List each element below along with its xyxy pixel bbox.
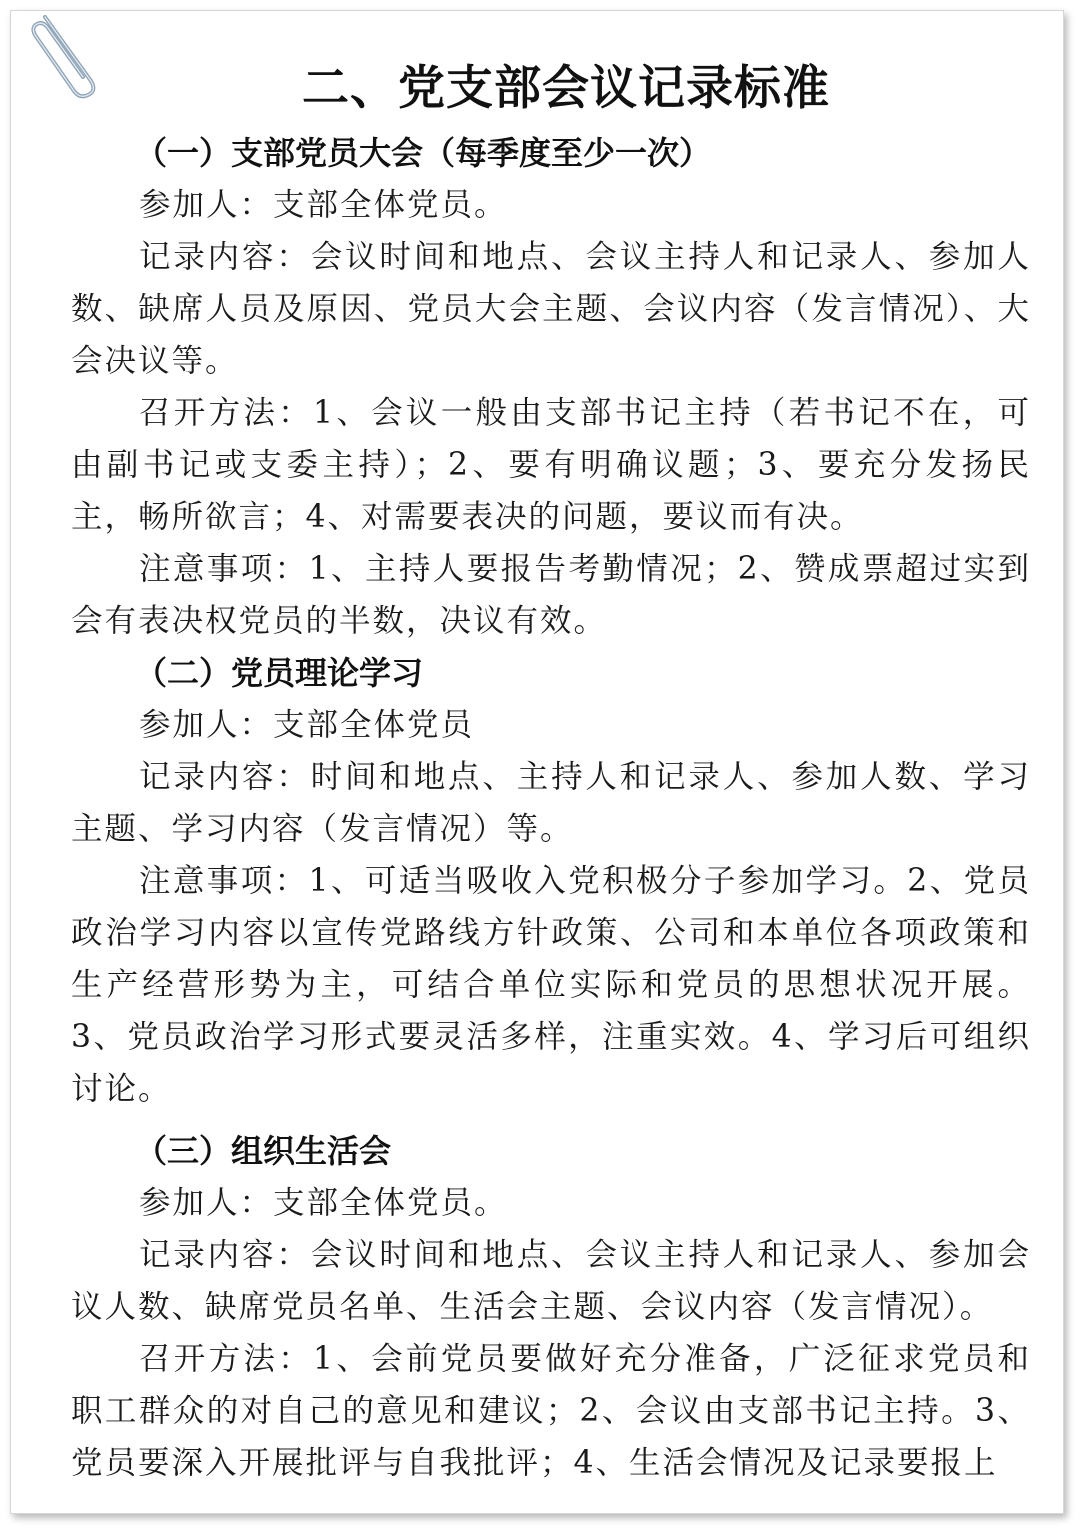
section-heading: （三）组织生活会 (135, 1132, 392, 1170)
section-2 (71, 647, 1031, 1115)
section-3 (71, 1125, 1031, 1489)
section-heading: （一）支部党员大会（每季度至少一次） (135, 134, 712, 172)
section-3-paragraph-3: 召开方法：1、会前党员要做好充分准备，广泛征求党员和职工群众的对自己的意见和建议；2、会议由支部书记主持。3、党员要深入开展批评与自我批评；4、生活会情况及记录要报上 (71, 1341, 1031, 1481)
section-1-paragraph-1: 参加人：支部全体党员。 (139, 187, 508, 223)
section-heading: （二）党员理论学习 (135, 654, 424, 692)
document-body (71, 55, 1031, 1489)
section-2-paragraph-1: 参加人：支部全体党员 (139, 707, 475, 743)
section-3-paragraph-1: 参加人：支部全体党员。 (139, 1185, 508, 1221)
section-1-paragraph-2: 记录内容：会议时间和地点、会议主持人和记录人、参加人数、缺席人员及原因、党员大会主题、会议内容（发言情况）、大会决议等。 (71, 239, 1031, 379)
section-3-paragraph-2: 记录内容：会议时间和地点、会议主持人和记录人、参加会议人数、缺席党员名单、生活会主题、会议内容（发言情况）。 (71, 1237, 1031, 1325)
document-page (10, 10, 1064, 1514)
section-2-paragraph-3: 注意事项：1、可适当吸收入党积极分子参加学习。2、党员政治学习内容以宣传党路线方针政策、公司和本单位各项政策和生产经营形势为主，可结合单位实际和党员的思想状况开展。3、党员政治学习形式要灵活多样，注重实效。4、学习后可组织讨论。 (71, 863, 1031, 1107)
section-2-paragraph-2: 记录内容：时间和地点、主持人和记录人、参加人数、学习主题、学习内容（发言情况）等。 (71, 759, 1031, 847)
section-1-paragraph-3: 召开方法：1、会议一般由支部书记主持（若书记不在，可由副书记或支委主持）；2、要有明确议题；3、要充分发扬民主，畅所欲言；4、对需要表决的问题，要议而有决。 (71, 395, 1031, 535)
section-spacer (71, 1115, 1031, 1125)
section-1 (71, 127, 1031, 647)
section-1-paragraph-4: 注意事项：1、主持人要报告考勤情况；2、赞成票超过实到会有表决权党员的半数，决议有效。 (71, 551, 1031, 639)
page-title: 二、党支部会议记录标准 (302, 61, 830, 116)
